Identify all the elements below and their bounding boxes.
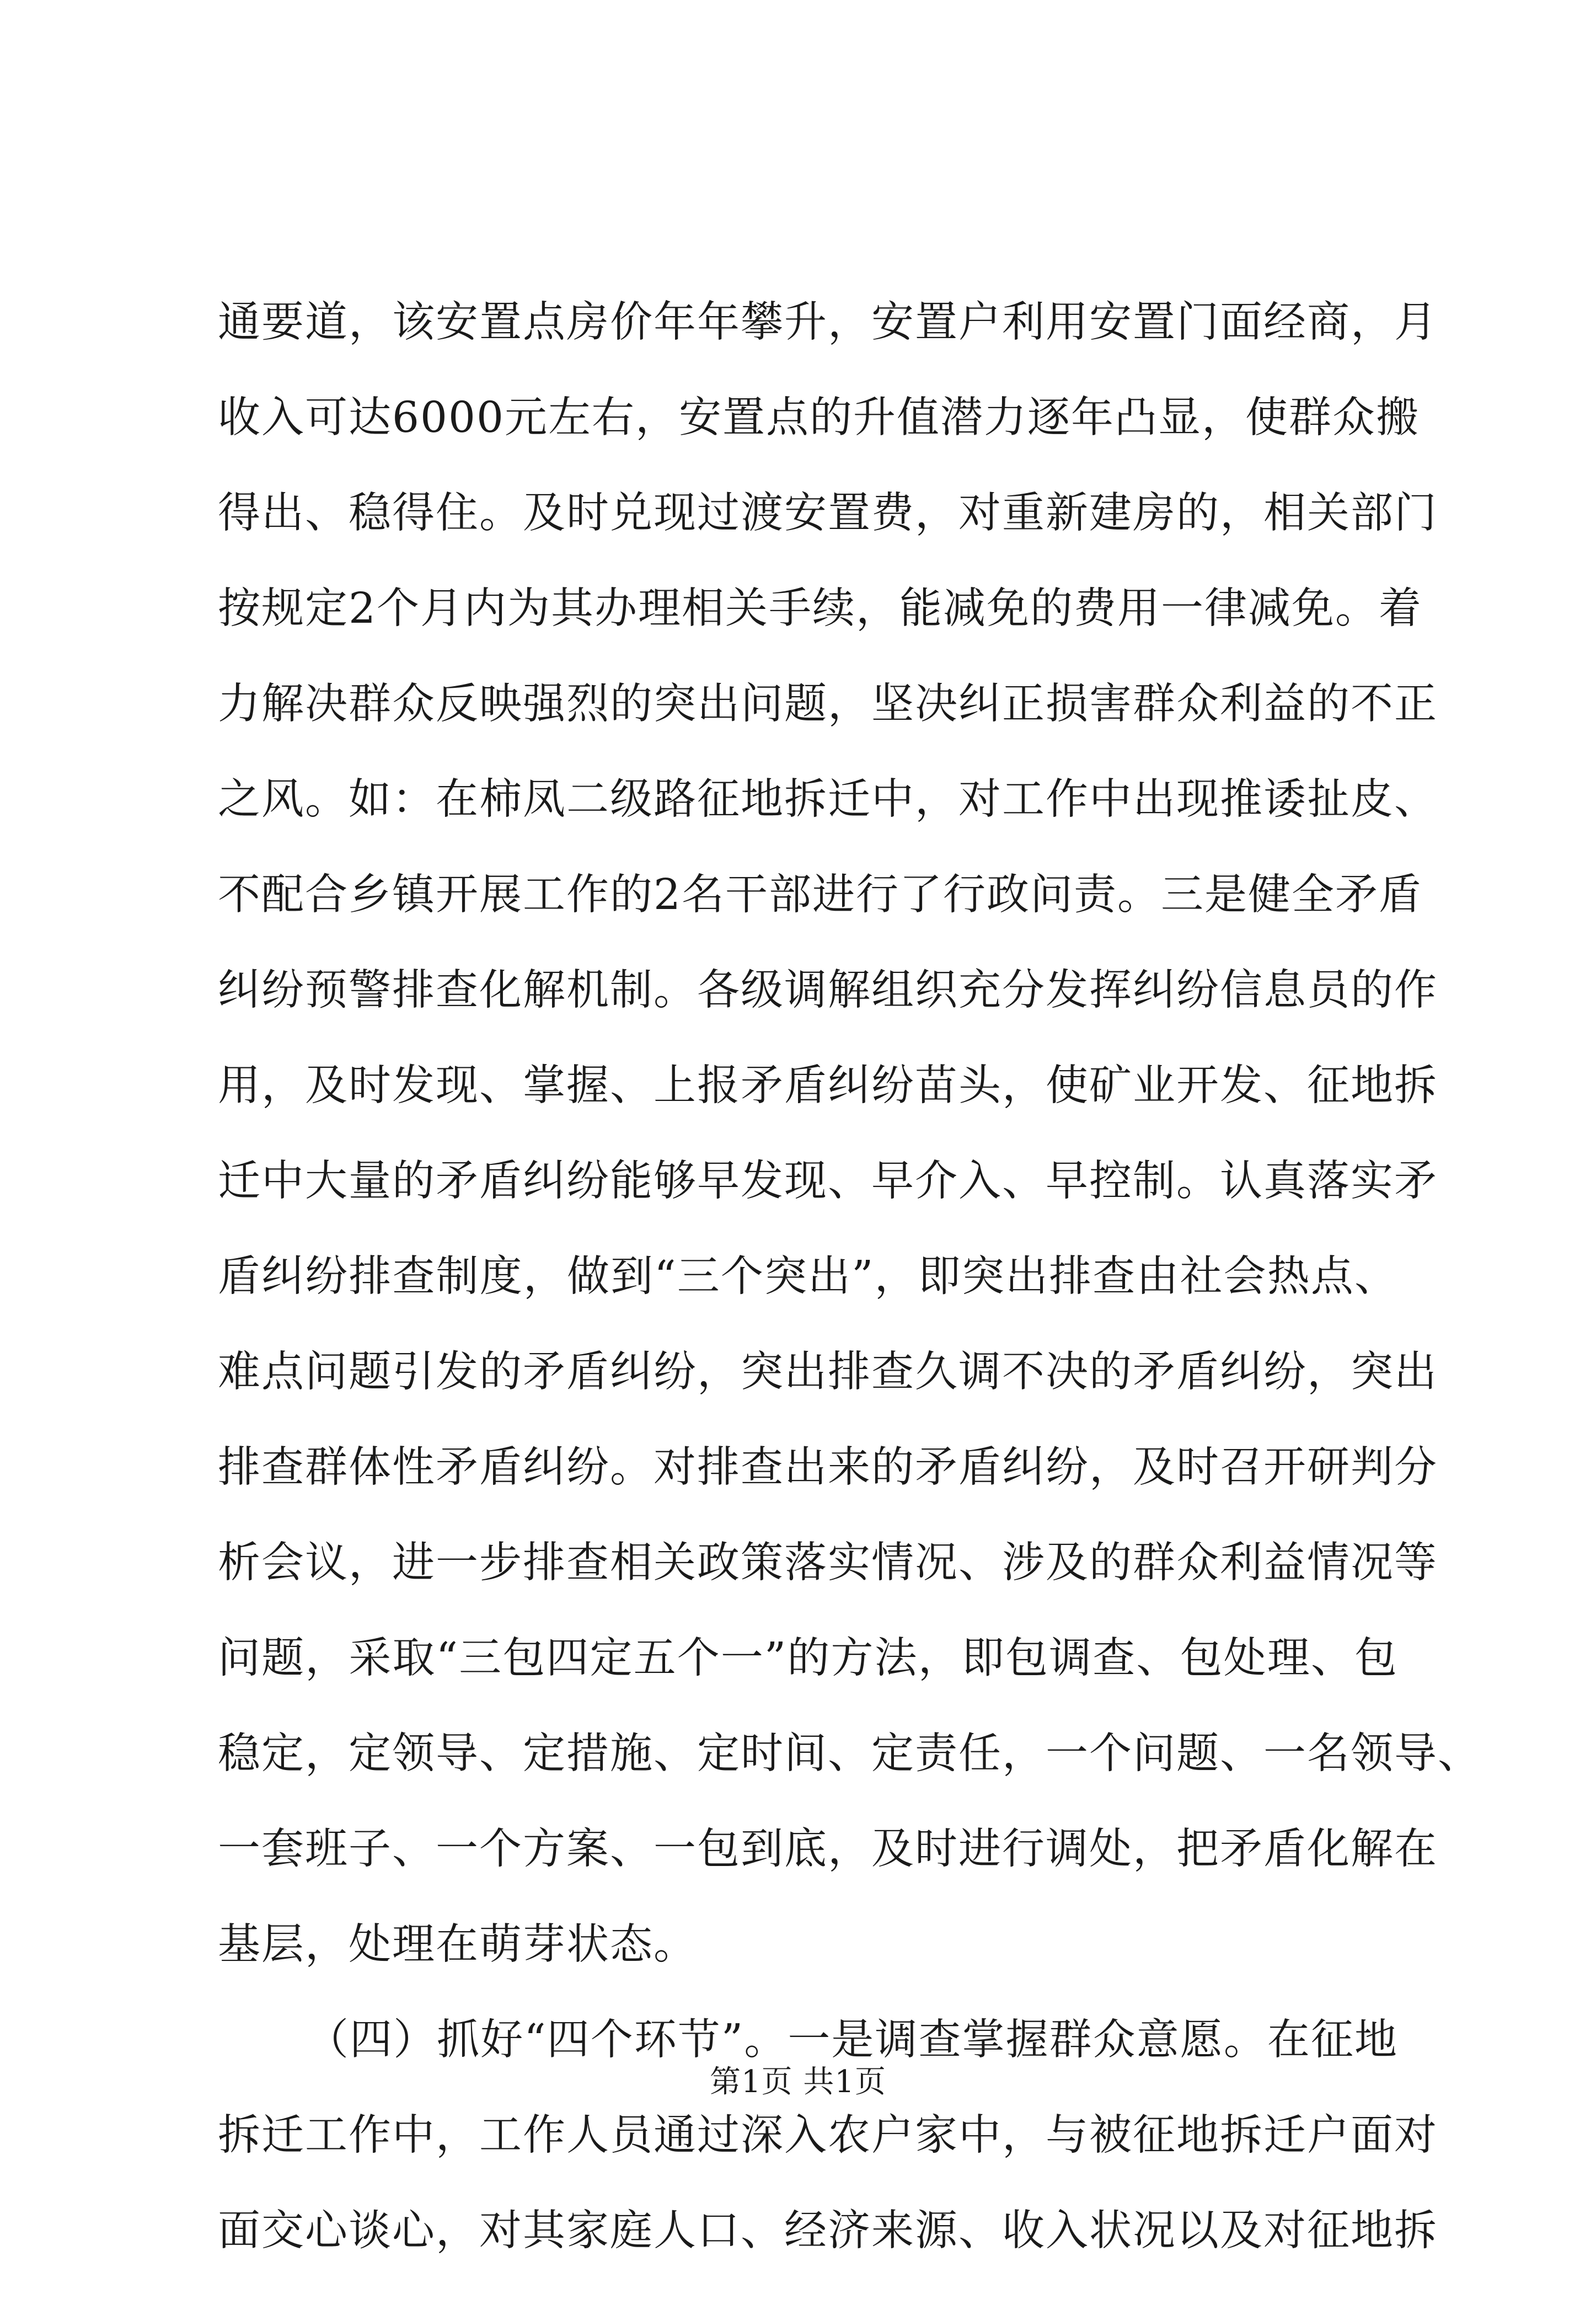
text-line: 按规定2个月内为其办理相关手续，能减免的费用一律减免。着 — [218, 584, 1422, 633]
text-line: 得出、稳得住。及时兑现过渡安置费，对重新建房的，相关部门 — [218, 489, 1438, 538]
text-line: 力解决群众反映强烈的突出问题，坚决纠正损害群众利益的不正 — [218, 680, 1438, 729]
text-line: 纠纷预警排查化解机制。各级调解组织充分发挥纠纷信息员的作 — [218, 966, 1438, 1015]
text-line: 稳定，定领导、定措施、定时间、定责任，一个问题、一名领导、 — [218, 1729, 1481, 1778]
text-line: 用，及时发现、掌握、上报矛盾纠纷苗头，使矿业开发、征地拆 — [218, 1061, 1438, 1110]
text-line: 面交心谈心，对其家庭人口、经济来源、收入状况以及对征地拆 — [218, 2206, 1438, 2255]
text-line: 排查群体性矛盾纠纷。对排查出来的矛盾纠纷，及时召开研判分 — [218, 1443, 1438, 1492]
text-line: 迁中大量的矛盾纠纷能够早发现、早介入、早控制。认真落实矛 — [218, 1157, 1438, 1206]
text-line: 收入可达6000元左右，安置点的升值潜力逐年凸显，使群众搬 — [218, 393, 1420, 442]
text-line: 难点问题引发的矛盾纠纷，突出排查久调不决的矛盾纠纷，突出 — [218, 1348, 1438, 1397]
text-line: 不配合乡镇开展工作的2名干部进行了行政问责。三是健全矛盾 — [218, 870, 1422, 919]
text-line: 问题，采取“三包四定五个一”的方法，即包调查、包处理、包 — [218, 1634, 1398, 1683]
text-line: 一套班子、一个方案、一包到底，及时进行调处，把矛盾化解在 — [218, 1825, 1438, 1874]
paragraph-end-line: 基层，处理在萌芽状态。 — [218, 1920, 697, 1969]
text-line: 之风。如：在柿凤二级路征地拆迁中，对工作中出现推诿扯皮、 — [218, 775, 1438, 824]
body-text — [218, 295, 1481, 2299]
paragraph-start-line: （四）抓好“四个环节”。一是调查掌握群众意愿。在征地 — [306, 2015, 1398, 2065]
text-line: 盾纠纷排查制度，做到“三个突出”，即突出排查由社会热点、 — [218, 1252, 1398, 1301]
text-line: 析会议，进一步排查相关政策落实情况、涉及的群众利益情况等 — [218, 1538, 1438, 1587]
text-line: 通要道，该安置点房价年年攀升，安置户利用安置门面经商，月 — [218, 298, 1438, 347]
text-line: 拆迁工作中，工作人员通过深入农户家中，与被征地拆迁户面对 — [218, 2111, 1438, 2160]
page-footer: 第1页 共1页 — [709, 2064, 887, 2100]
